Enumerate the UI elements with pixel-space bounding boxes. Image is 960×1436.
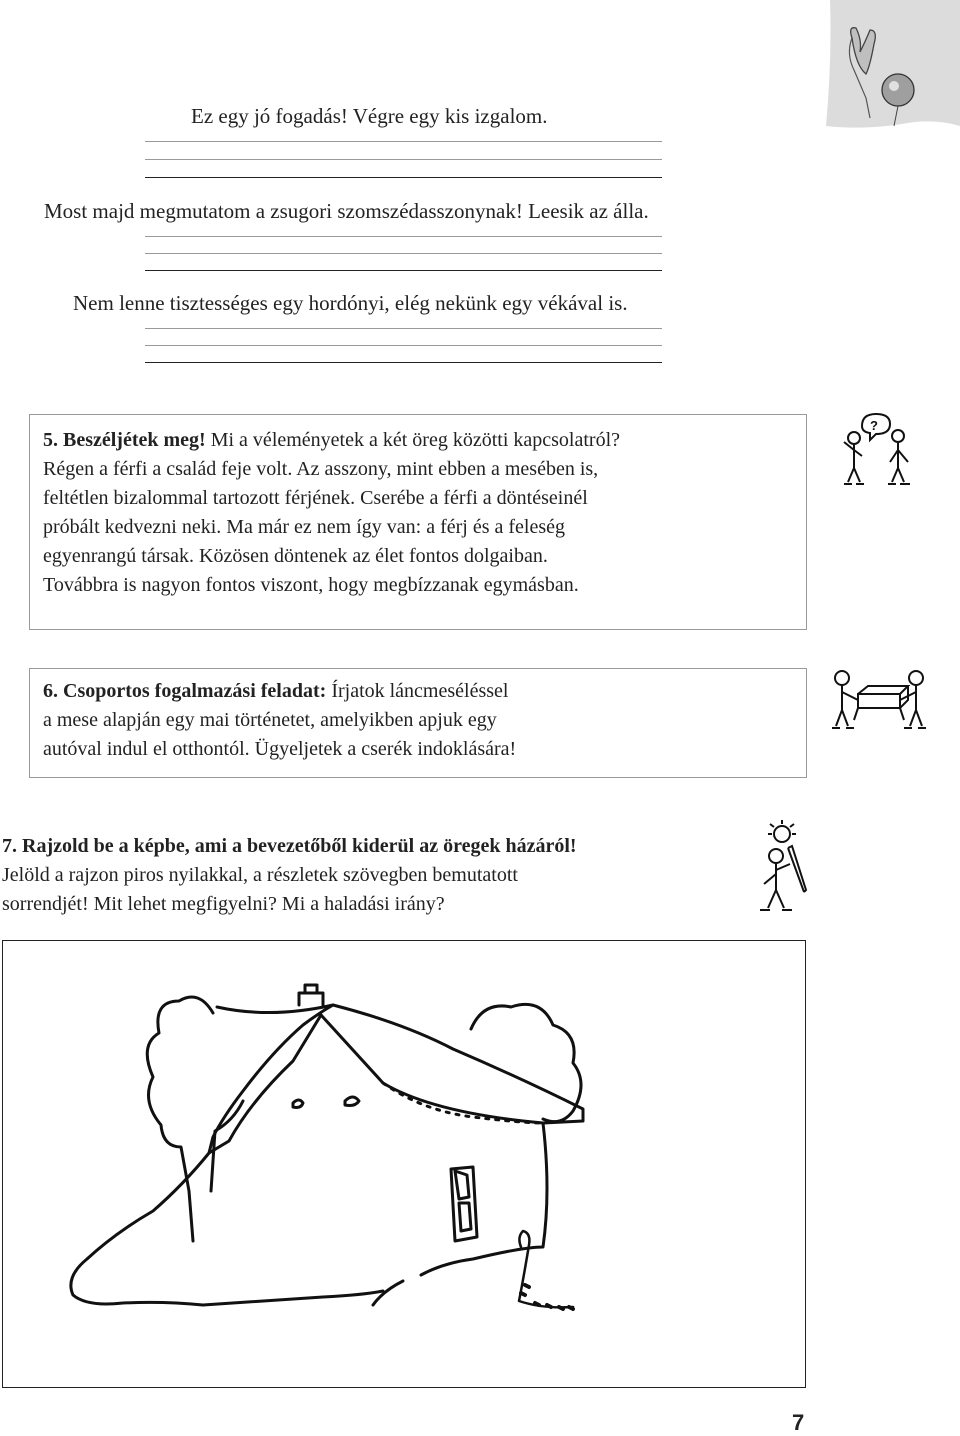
task-number: 7.: [2, 835, 17, 857]
writing-line[interactable]: [145, 141, 662, 142]
task-text: Mi a véleményetek a két öreg közötti kapcsolatról?: [210, 429, 621, 451]
task-7-line: Jelöld a rajzon piros nyilakkal, a részletek szövegben bemutatott: [2, 864, 518, 886]
task-number: 5.: [43, 429, 58, 451]
task-5-box: [29, 414, 807, 630]
task-7-line: [2, 832, 742, 861]
task-5-line: egyenrangú társak. Közösen döntenek az élet fontos dolgaiban.: [43, 545, 548, 567]
discussion-figures-icon: [828, 410, 928, 492]
task-7: [2, 832, 742, 919]
writing-line[interactable]: [145, 177, 662, 178]
sentence-1: Ez egy jó fogadás! Végre egy kis izgalom.: [191, 104, 548, 128]
svg-text:?: ?: [870, 418, 878, 433]
sentence-3: Nem lenne tisztességes egy hordónyi, elég nekünk egy vékával is.: [73, 291, 628, 315]
group-work-figures-icon: [828, 664, 932, 740]
task-5-line: [43, 426, 803, 455]
task-6-line: [43, 677, 803, 706]
writing-line[interactable]: [145, 159, 662, 160]
task-7-line: sorrendjét! Mit lehet megfigyelni? Mi a haladási irány?: [2, 893, 445, 915]
task-5-line: Régen a férfi a család feje volt. Az asszony, mint ebben a mesében is,: [43, 458, 599, 480]
task-6-line: autóval indul el otthontól. Ügyeljetek a cserék indoklására!: [43, 738, 517, 760]
house-sketch-icon: [3, 941, 806, 1388]
task-5-line: feltétlen bizalommal tartozott férjének. Cserébe a férfi a döntéseinél: [43, 487, 588, 509]
writing-line[interactable]: [145, 328, 662, 329]
task-5-line: Továbbra is nagyon fontos viszont, hogy megbízzanak egymásban.: [43, 574, 579, 596]
task-title: Beszéljétek meg!: [63, 429, 206, 451]
writing-line[interactable]: [145, 345, 662, 346]
page-number: 7: [792, 1410, 805, 1435]
writing-line[interactable]: [145, 362, 662, 363]
task-text: Írjatok láncmeséléssel: [331, 680, 509, 702]
writing-line[interactable]: [145, 253, 662, 254]
writing-line[interactable]: [145, 236, 662, 237]
sentence-2: Most majd megmutatom a zsugori szomszédasszonynak! Leesik az álla.: [44, 199, 649, 223]
drawing-figure-icon: [748, 818, 820, 922]
task-number: 6.: [43, 680, 58, 702]
task-6-box: [29, 668, 807, 778]
balloons-icon: [822, 0, 960, 130]
task-5-line: próbált kedvezni neki. Ma már ez nem így van: a férj és a feleség: [43, 516, 566, 538]
task-title: Csoportos fogalmazási feladat:: [63, 680, 327, 702]
drawing-area[interactable]: [2, 940, 806, 1388]
task-6-line: a mese alapján egy mai történetet, amelyikben apjuk egy: [43, 709, 497, 731]
corner-decoration: [822, 0, 960, 130]
task-title: Rajzold be a képbe, ami a bevezetőből kiderül az öregek házáról!: [22, 835, 577, 857]
writing-line[interactable]: [145, 270, 662, 271]
